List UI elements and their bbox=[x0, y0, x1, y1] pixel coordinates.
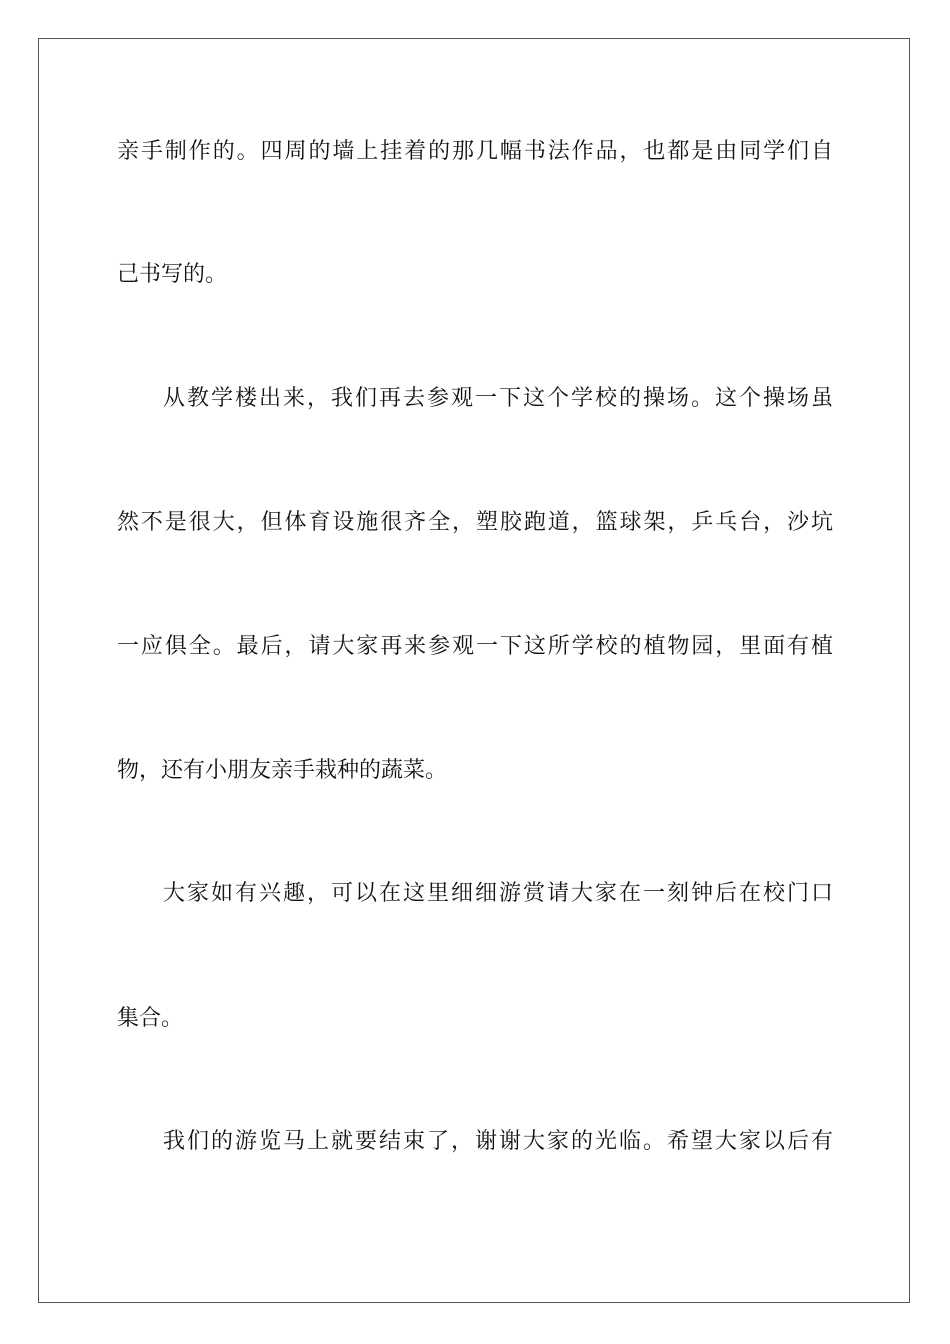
text-line: 一应俱全。最后，请大家再来参观一下这所学校的植物园，里面有植 bbox=[117, 634, 833, 659]
text-line: 亲手制作的。四周的墙上挂着的那几幅书法作品，也都是由同学们自 bbox=[117, 139, 833, 164]
text-line: 物，还有小朋友亲手栽种的蔬菜。 bbox=[117, 758, 448, 783]
page-border bbox=[38, 38, 910, 1303]
text-line: 然不是很大，但体育设施很齐全，塑胶跑道，篮球架，乒乓台，沙坑 bbox=[117, 510, 833, 535]
paragraph-first-line: 大家如有兴趣，可以在这里细细游赏请大家在一刻钟后在校门口 bbox=[163, 881, 833, 906]
paragraph-first-line: 从教学楼出来，我们再去参观一下这个学校的操场。这个操场虽 bbox=[163, 386, 833, 411]
paragraph-first-line: 我们的游览马上就要结束了，谢谢大家的光临。希望大家以后有 bbox=[163, 1129, 833, 1154]
text-line: 己书写的。 bbox=[117, 262, 228, 287]
text-line: 集合。 bbox=[117, 1006, 184, 1031]
